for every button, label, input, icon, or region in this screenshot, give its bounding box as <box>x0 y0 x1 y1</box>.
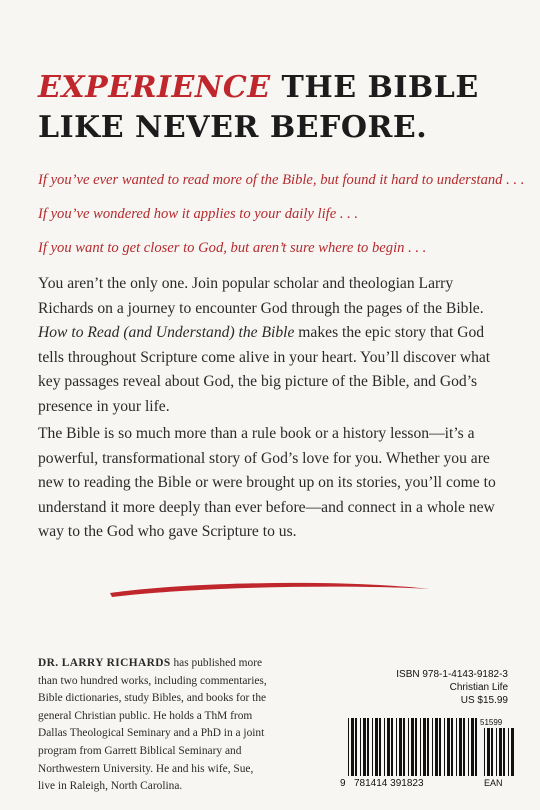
teaser-line-2: If you’ve wondered how it applies to your daily life . . . <box>38 206 359 222</box>
barcode-bar <box>415 718 417 776</box>
barcode-bar <box>511 728 514 776</box>
body-paragraph-1 <box>38 272 508 419</box>
barcode-bar <box>427 718 429 776</box>
headline <box>38 68 508 148</box>
barcode-bar <box>459 718 462 776</box>
barcode-bar <box>411 718 414 776</box>
isbn-number: ISBN 978-1-4143-9182-3 <box>396 669 508 680</box>
headline-line2: LIKE NEVER BEFORE. <box>38 110 428 145</box>
barcode-bar <box>475 718 477 776</box>
author-name: DR. LARRY RICHARDS <box>38 657 171 669</box>
barcode-bar <box>508 728 509 776</box>
barcode-bars-addon <box>484 728 514 776</box>
barcode-bar <box>396 718 397 776</box>
barcode-bar <box>403 718 405 776</box>
barcode-bar <box>491 728 493 776</box>
barcode-bar <box>499 728 502 776</box>
barcode-bar <box>439 718 441 776</box>
barcode-bar <box>468 718 469 776</box>
barcode-bar <box>360 718 361 776</box>
barcode-bar <box>471 718 474 776</box>
barcode-bar <box>355 718 357 776</box>
barcode-bar <box>496 728 497 776</box>
teaser-line-3: If you want to get closer to God, but aren’t sure where to begin . . . <box>38 240 427 256</box>
body-para1-end: makes the epic story that God tells throughout Scripture come alive in your heart. You’ll discover what key passages reveal about God, the big picture of the Bible, and God’s presence in your life. <box>38 324 491 415</box>
barcode-bar <box>451 718 453 776</box>
barcode-bar <box>503 728 505 776</box>
book-title: How to Read (and Understand) the Bible <box>38 324 295 341</box>
headline-accent-word: EXPERIENCE <box>38 70 271 105</box>
book-price: US $15.99 <box>460 695 508 706</box>
teaser-line-1: If you’ve ever wanted to read more of the Bible, but found it hard to understand . . . <box>38 172 525 188</box>
barcode-bar <box>420 718 421 776</box>
barcode <box>340 718 516 790</box>
isbn-block <box>368 668 508 707</box>
barcode-bar <box>387 718 390 776</box>
barcode-bar <box>351 718 354 776</box>
barcode-bar <box>379 718 381 776</box>
barcode-bar <box>484 728 485 776</box>
body-paragraph-2: The Bible is so much more than a rule book or a history lesson—it’s a powerful, transformational story of God’s love for you. Whether you are new to reading the Bible or were brought up on its stories, you’ll come to understand it more deeply than ever before—and connect in a whole new way to the God who gave Scripture to us. <box>38 425 496 540</box>
barcode-ean-label: EAN <box>484 778 503 788</box>
body-para1-start: You aren’t the only one. Join popular scholar and theologian Larry Richards on a journey to encounter God through the pages of the Bible. <box>38 275 484 317</box>
barcode-bar <box>423 718 426 776</box>
author-bio <box>38 655 270 796</box>
author-bio-text: has published more than two hundred works, including commentaries, Bible dictionaries, study Bibles, and books for the general Christian public. He holds a ThM from Dallas Theological Seminary and a PhD in a joint program from Garrett Biblical Seminary and Northwestern University. He and his wife, Sue, live in Raleigh, North Carolina. <box>38 657 267 793</box>
barcode-bar <box>444 718 445 776</box>
barcode-bar <box>447 718 450 776</box>
barcode-bar <box>348 718 349 776</box>
barcode-bar <box>372 718 373 776</box>
barcode-bar <box>432 718 433 776</box>
barcode-bar <box>435 718 438 776</box>
barcode-digits: 781414 391823 <box>354 778 424 789</box>
red-swoosh-divider <box>108 576 434 600</box>
barcode-bar <box>384 718 385 776</box>
barcode-bar <box>367 718 369 776</box>
barcode-bar <box>456 718 457 776</box>
barcode-bar <box>487 728 490 776</box>
book-category: Christian Life <box>449 682 508 693</box>
barcode-lead-digit: 9 <box>340 778 346 789</box>
barcode-bar <box>408 718 409 776</box>
barcode-bar <box>391 718 393 776</box>
headline-line1-rest: THE BIBLE <box>270 70 479 105</box>
barcode-bar <box>463 718 465 776</box>
barcode-bars-main <box>348 718 480 776</box>
barcode-price-code: 51599 <box>480 718 503 727</box>
barcode-bar <box>375 718 378 776</box>
barcode-bar <box>399 718 402 776</box>
barcode-bar <box>363 718 366 776</box>
